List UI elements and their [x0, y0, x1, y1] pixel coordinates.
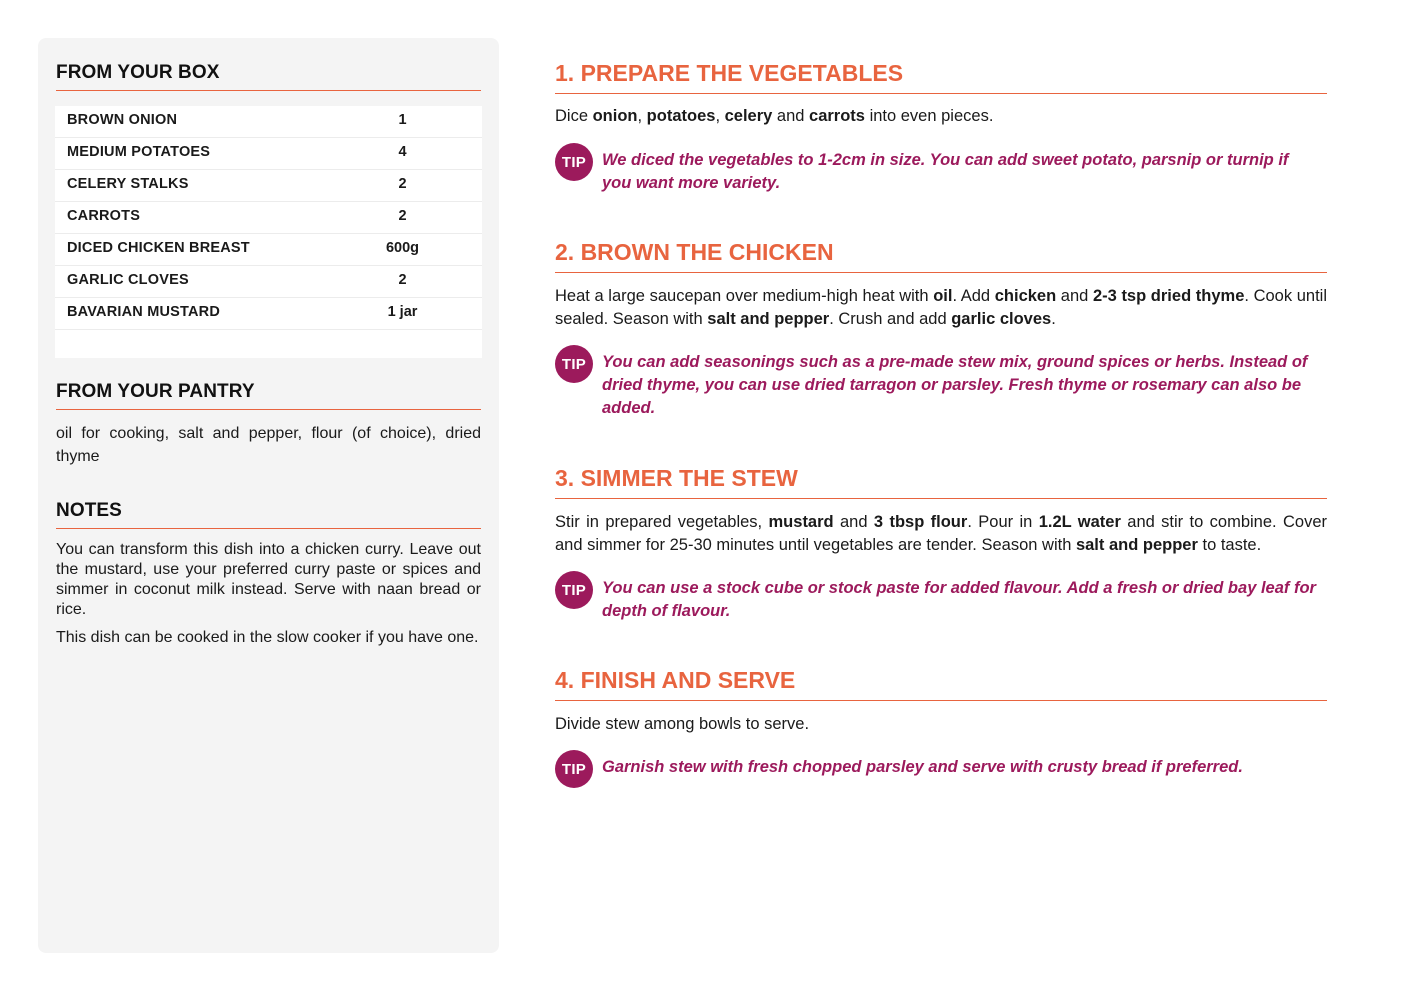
- step-text-bold: 1.2L water: [1038, 513, 1121, 531]
- ingredient-qty: 2: [398, 176, 407, 192]
- ingredient-name: BAVARIAN MUSTARD: [67, 304, 221, 320]
- pantry-text: oil for cooking, salt and pepper, flour (of choice), dried thyme: [56, 425, 481, 465]
- ingredient-qty: 1 jar: [387, 304, 418, 320]
- ingredient-qty: 4: [398, 144, 407, 160]
- notes-paragraph: You can transform this dish into a chicken curry. Leave out the mustard, use your preferred curry paste or spices and simmer in coconut milk instead. Serve with naan bread or rice.: [56, 541, 481, 618]
- step-text-run: .: [1051, 310, 1056, 328]
- ingredient-row: [55, 234, 482, 266]
- step-text-run: . Cook until sealed. Season with: [555, 287, 1327, 328]
- step-text-bold: salt and pepper: [1075, 536, 1198, 554]
- from-your-pantry-heading: FROM YOUR PANTRY: [56, 381, 481, 410]
- ingredient-row: [55, 138, 482, 170]
- step-title: 3. SIMMER THE STEW: [555, 465, 1327, 499]
- tip-badge: TIP: [555, 750, 593, 788]
- step-text-run: ,: [715, 107, 725, 125]
- step-text-bold: celery: [724, 107, 773, 125]
- step-text-bold: chicken: [994, 287, 1057, 305]
- notes-body: [56, 540, 481, 656]
- tip-text: You can use a stock cube or stock paste for added flavour. Add a fresh or dried bay leaf for depth of flavour.: [602, 579, 1316, 620]
- tip-text: We diced the vegetables to 1-2cm in size. You can add sweet potato, parsnip or turnip if you want more variety.: [602, 151, 1289, 192]
- step-text-run: and: [772, 107, 810, 125]
- ingredients-table: [55, 106, 482, 358]
- ingredient-row: [55, 202, 482, 234]
- step-text-bold: 3 tbsp flour: [873, 513, 968, 531]
- ingredient-qty: 600g: [385, 240, 420, 256]
- step-text-bold: garlic cloves: [951, 310, 1052, 328]
- tip-badge: TIP: [555, 571, 593, 609]
- ingredient-name: CELERY STALKS: [67, 176, 189, 192]
- step-text-run: and: [1056, 287, 1093, 305]
- notes-heading: NOTES: [56, 500, 481, 529]
- from-your-box-heading: FROM YOUR BOX: [56, 62, 481, 91]
- ingredients-panel: [38, 38, 499, 953]
- step-text-bold: oil: [933, 287, 953, 305]
- step-text: [555, 105, 1327, 128]
- step-text: [555, 285, 1327, 331]
- ingredient-qty: 1: [398, 112, 407, 128]
- ingredient-row: [55, 298, 482, 330]
- step-text-run: Divide stew among bowls to serve.: [555, 715, 810, 733]
- ingredient-row: [55, 170, 482, 202]
- step-text-bold: carrots: [809, 107, 865, 125]
- step-text-run: . Pour in: [967, 513, 1039, 531]
- step-text-bold: mustard: [768, 513, 834, 531]
- step-title: 2. BROWN THE CHICKEN: [555, 239, 1327, 273]
- step-text-run: to taste.: [1197, 536, 1262, 554]
- ingredient-row: [55, 106, 482, 138]
- step-text-run: and stir to combine. Cover and simmer for 25-30 minutes until vegetables are tender. Season with: [555, 513, 1328, 554]
- step-text-bold: 2-3 tsp dried thyme: [1092, 287, 1245, 305]
- step-text-run: and: [833, 513, 874, 531]
- ingredient-row: [55, 266, 482, 298]
- step-title: 1. PREPARE THE VEGETABLES: [555, 60, 1327, 94]
- step-text-run: Stir in prepared vegetables,: [555, 513, 769, 531]
- step-text-run: . Add: [952, 287, 995, 305]
- step-text-bold: onion: [592, 107, 638, 125]
- ingredient-name: GARLIC CLOVES: [67, 272, 189, 288]
- notes-paragraph: This dish can be cooked in the slow cooker if you have one.: [56, 629, 479, 646]
- ingredient-name: DICED CHICKEN BREAST: [67, 240, 250, 256]
- ingredient-qty: 2: [398, 208, 407, 224]
- step-text-run: ,: [637, 107, 647, 125]
- step-text-run: Dice: [555, 107, 593, 125]
- step-text-run: into even pieces.: [864, 107, 994, 125]
- ingredient-qty: 2: [398, 272, 407, 288]
- ingredient-name: CARROTS: [67, 208, 141, 224]
- tip-text: You can add seasonings such as a pre-made stew mix, ground spices or herbs. Instead of dried thyme, you can use dried tarragon or parsley. Fresh thyme or rosemary can also be added.: [602, 353, 1308, 417]
- step-text-bold: potatoes: [646, 107, 716, 125]
- step-text-bold: salt and pepper: [707, 310, 830, 328]
- ingredient-name: BROWN ONION: [67, 112, 178, 128]
- step-text-run: Heat a large saucepan over medium-high heat with: [555, 287, 934, 305]
- tip-text: Garnish stew with fresh chopped parsley and serve with crusty bread if preferred.: [602, 758, 1243, 776]
- step-text-run: . Crush and add: [829, 310, 952, 328]
- ingredient-name: MEDIUM POTATOES: [67, 144, 211, 160]
- tip-badge: TIP: [555, 345, 593, 383]
- tip-badge: TIP: [555, 143, 593, 181]
- step-title: 4. FINISH AND SERVE: [555, 667, 1327, 701]
- step-text: [555, 511, 1327, 557]
- step-text: [555, 713, 1327, 736]
